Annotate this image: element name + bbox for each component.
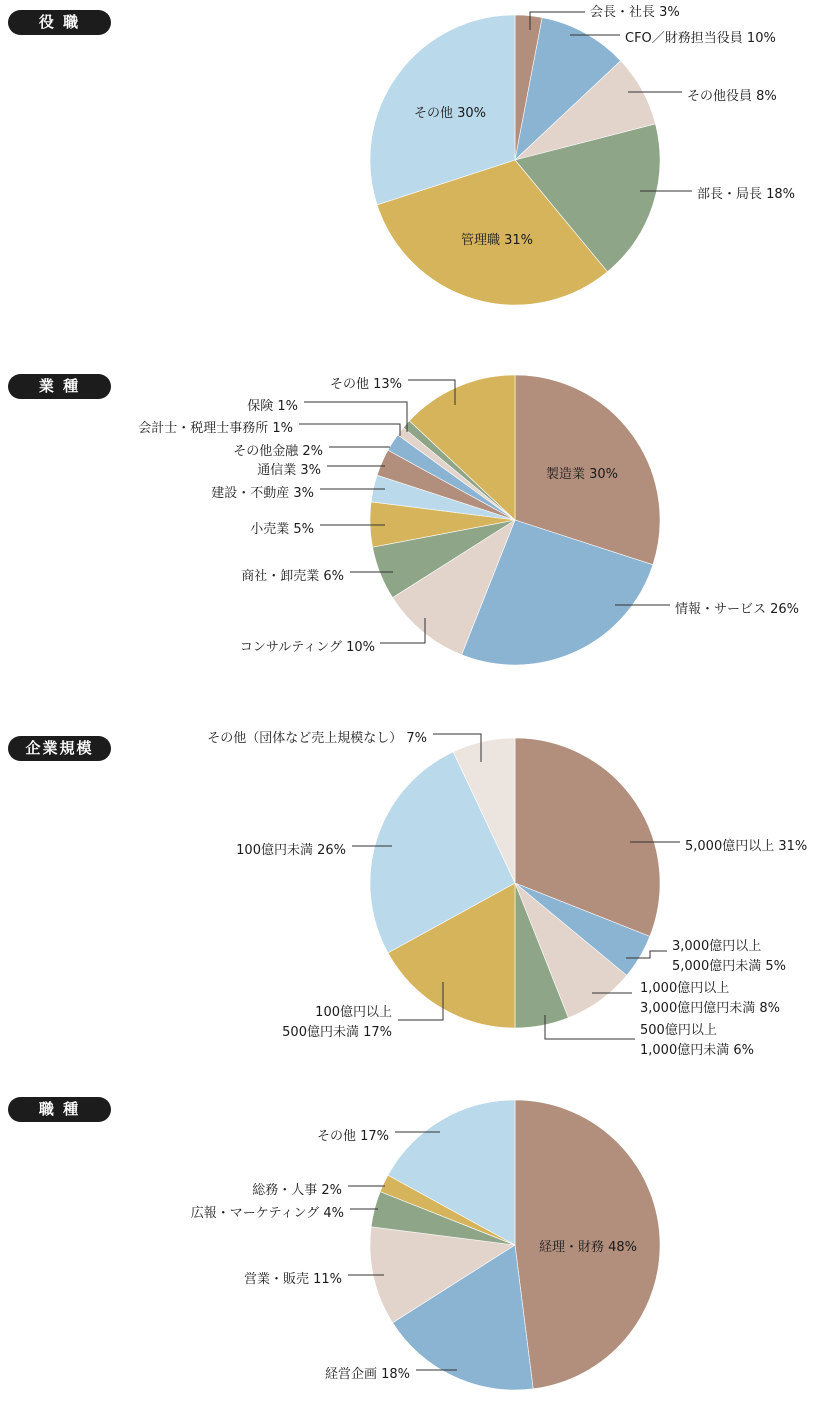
slice-label-3: 500億円以上 1,000億円未満 6% — [640, 1022, 754, 1058]
slice-label-2: 営業・販売 11% — [243, 1271, 342, 1287]
slice-label-6: その他（団体など売上規模なし） 7% — [207, 730, 427, 746]
slice-label-4: 総務・人事 2% — [252, 1182, 342, 1198]
slice-label-5: 100億円未満 26% — [236, 842, 346, 858]
slice-label-4: 管理職 31% — [460, 232, 534, 248]
chart-job-type — [0, 1085, 835, 1410]
slice-label-1: 3,000億円以上 5,000億円未満 5% — [672, 938, 786, 974]
pie-chart-industry — [0, 360, 835, 690]
chart-title-industry: 業 種 — [8, 374, 111, 399]
slice-label-0: 会長・社長 3% — [590, 4, 680, 20]
pie-chart-position — [0, 0, 835, 330]
slice-label-9: 保険 1% — [247, 398, 298, 414]
pie-chart-company-size — [0, 720, 835, 1060]
slice-label-0: 5,000億円以上 31% — [685, 838, 808, 854]
slice-label-0: 経理・財務 48% — [538, 1239, 638, 1255]
slice-label-2: コンサルティング 10% — [239, 639, 375, 655]
slice-label-3: 部長・局長 18% — [697, 186, 796, 202]
slice-label-5: その他 30% — [413, 105, 487, 121]
slice-label-2: 1,000億円以上 3,000億円億円未満 8% — [640, 980, 780, 1016]
slice-label-1: CFO／財務担当役員 10% — [625, 30, 776, 46]
chart-industry — [0, 360, 835, 690]
slice-label-2: その他役員 8% — [687, 88, 777, 104]
slice-label-1: 情報・サービス 26% — [675, 601, 800, 617]
slice-label-10: その他 13% — [329, 376, 402, 392]
slice-label-3: 広報・マーケティング 4% — [190, 1205, 344, 1221]
slice-label-8: 会計士・税理士事務所 1% — [138, 420, 293, 436]
slice-label-6: 通信業 3% — [257, 462, 321, 478]
chart-position — [0, 0, 835, 330]
leader-line-9 — [304, 402, 407, 432]
slice-label-5: 建設・不動産 3% — [211, 485, 314, 501]
slice-label-7: その他金融 2% — [233, 443, 323, 459]
chart-title-company-size: 企業規模 — [8, 736, 111, 761]
slice-label-0: 製造業 30% — [545, 466, 619, 482]
slice-label-4: 小売業 5% — [250, 521, 314, 537]
chart-title-position: 役 職 — [8, 10, 111, 35]
pie-chart-job-type — [0, 1085, 835, 1410]
slice-label-3: 商社・卸売業 6% — [241, 568, 344, 584]
chart-company-size — [0, 720, 835, 1060]
slice-label-1: 経営企画 18% — [324, 1366, 410, 1382]
slice-label-5: その他 17% — [316, 1128, 389, 1144]
slice-label-4: 100億円以上 500億円未満 17% — [282, 1004, 392, 1040]
chart-title-job-type: 職 種 — [8, 1097, 111, 1122]
leader-line-8 — [299, 424, 400, 436]
